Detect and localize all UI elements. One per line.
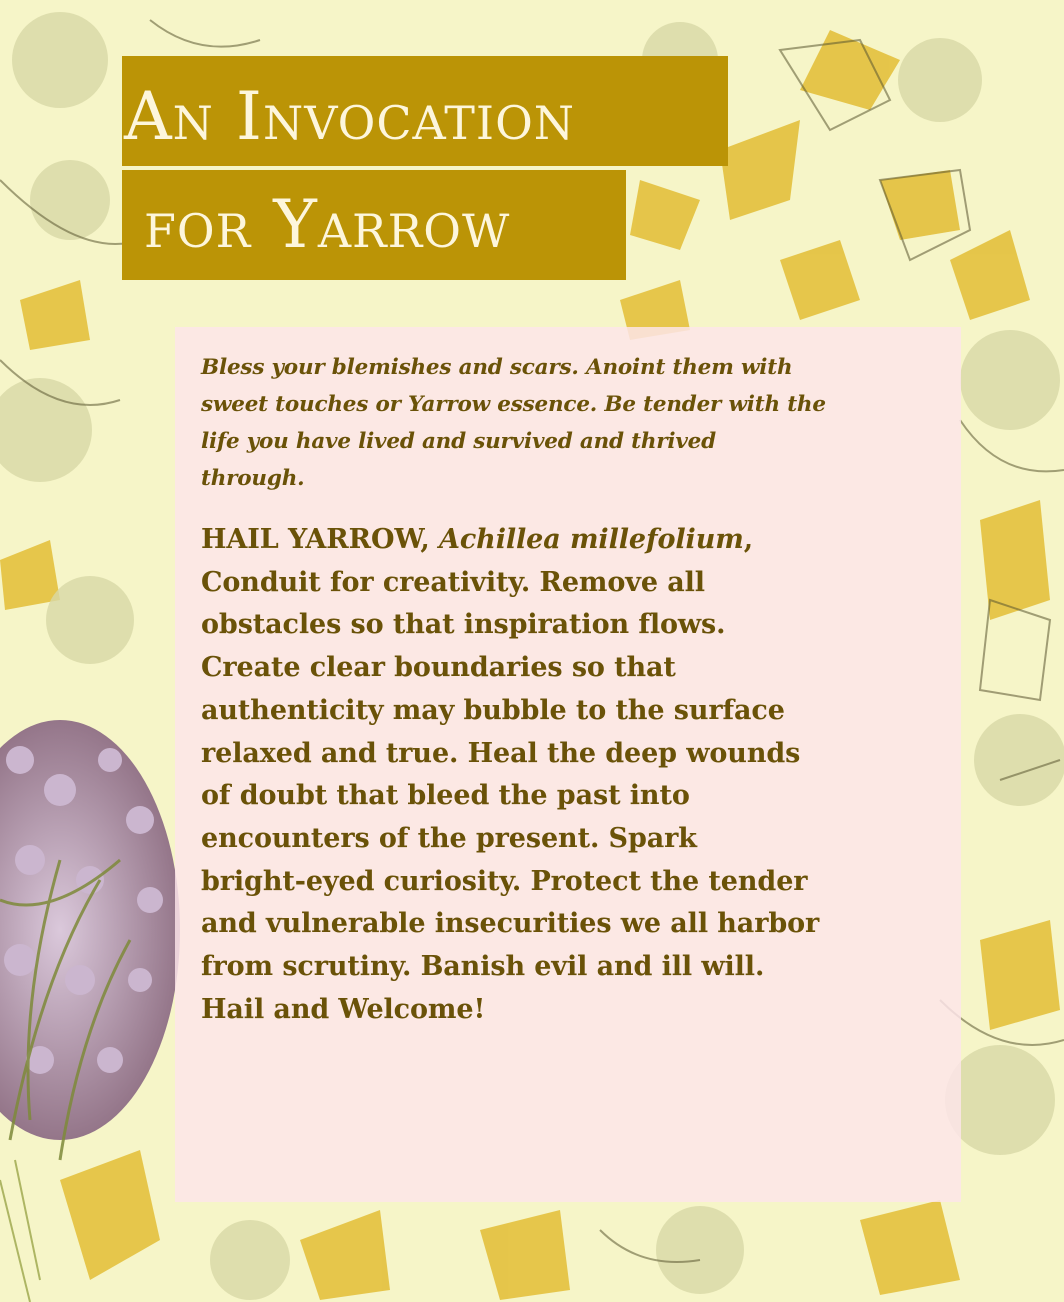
invocation-line: authenticity may bubble to the surface [201, 694, 785, 726]
title-line-1: An Invocation [122, 56, 728, 166]
invocation-line: from scrutiny. Banish evil and ill will. [201, 951, 765, 983]
invocation-line: of doubt that bleed the past into [201, 780, 690, 812]
intro-line: sweet touches or Yarrow essence. Be tender with the [201, 392, 826, 417]
invocation-line: Hail and Welcome! [201, 993, 486, 1025]
intro-line: life you have lived and survived and thrived [201, 429, 716, 454]
invocation-line: and vulnerable insecurities we all harbor [201, 908, 820, 940]
intro-paragraph [201, 349, 941, 497]
invocation-line: Conduit for creativity. Remove all [201, 566, 705, 598]
invocation-line: encounters of the present. Spark [201, 822, 697, 854]
invocation-card [175, 327, 961, 1202]
latin-name: Achillea millefolium [438, 524, 744, 555]
intro-line: Bless your blemishes and scars. Anoint them with [201, 355, 793, 380]
invocation-line: Create clear boundaries so that [201, 652, 676, 684]
intro-line: through. [201, 466, 305, 491]
title-line-2: for Yarrow [122, 170, 626, 280]
invocation-lead: HAIL YARROW, [201, 524, 439, 555]
invocation-line: bright-eyed curiosity. Protect the tender [201, 865, 808, 897]
invocation-line: relaxed and true. Heal the deep wounds [201, 737, 801, 769]
invocation-lead-end: , [743, 524, 754, 555]
invocation-paragraph [201, 519, 941, 1031]
invocation-line: obstacles so that inspiration flows. [201, 609, 726, 641]
